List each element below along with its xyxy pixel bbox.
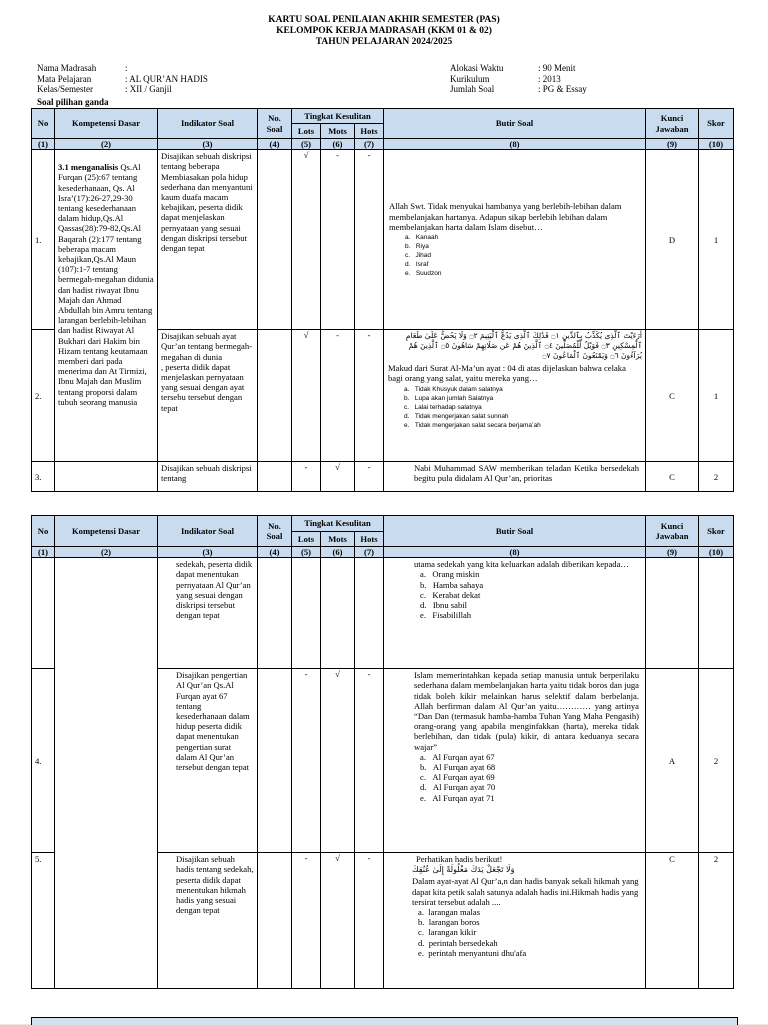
hots-value: - bbox=[355, 669, 384, 853]
no-soal bbox=[258, 558, 292, 669]
option-item: d. Tidak mengerjakan salat sunnah bbox=[404, 412, 509, 420]
option-list bbox=[388, 385, 642, 430]
kd-bold: 3.1 menganalisis bbox=[58, 162, 119, 173]
option-item: b. Lupa akan jumlah Salatnya bbox=[404, 394, 494, 402]
no-soal bbox=[258, 330, 292, 462]
option-item: b. larangan boros bbox=[418, 917, 480, 928]
question-text: Islam memerintahkan kepada setiap manusia untuk berperilaku sederhana dalam membelanjakan harta yaitu tidak boros dan juga tidak boleh kikir melainkan harus selektif dalam berbelanja. Allah berfirman dalam Al Qur’an yaitu………… yang artinya “Dan Dan (termasuk hamba-hamba Tuhan Yang Maha Pengasih) orang-orang yang apabila menginfakkan (harta), mereka tidak berlebihan, dan tidak (pula) kikir, di antara keduanya secara wajar” bbox=[414, 670, 639, 752]
col-header-lots: Lots bbox=[292, 532, 321, 547]
col-number: (8) bbox=[384, 547, 646, 558]
col-header-butir: Butir Soal bbox=[384, 516, 646, 547]
butir-soal bbox=[384, 150, 646, 330]
col-number: (1) bbox=[32, 139, 55, 150]
indikator-soal: Disajikan sebuah diskripsi tentang bbox=[158, 462, 258, 492]
col-header-butir: Butir Soal bbox=[384, 109, 646, 139]
skor: 1 bbox=[699, 150, 734, 330]
mots-value: - bbox=[321, 150, 355, 330]
meta-right bbox=[450, 63, 587, 95]
lots-value: - bbox=[292, 853, 321, 989]
col-number: (4) bbox=[258, 547, 292, 558]
col-header-hots: Hots bbox=[355, 124, 384, 139]
mots-value: - bbox=[321, 330, 355, 462]
option-item: b. Al Furqan ayat 68 bbox=[420, 762, 496, 773]
col-header-skor: Skor bbox=[699, 109, 734, 139]
option-item: d. Al Furqan ayat 70 bbox=[420, 782, 496, 793]
section-title: Soal pilihan ganda bbox=[37, 97, 109, 107]
col-header-lots: Lots bbox=[292, 124, 321, 139]
mots-value: √ bbox=[321, 853, 355, 989]
col-number: (2) bbox=[55, 139, 158, 150]
option-item: d. Israf bbox=[405, 261, 429, 268]
table-row bbox=[32, 150, 734, 330]
meta-label: Alokasi Waktu bbox=[450, 63, 504, 73]
option-item: a. Kanaah bbox=[405, 234, 439, 241]
hots-value: - bbox=[355, 330, 384, 462]
meta-value: : PG & Essay bbox=[538, 84, 587, 94]
header-subtitle: KELOMPOK KERJA MADRASAH (KKM 01 & 02) bbox=[276, 26, 492, 36]
col-number: (6) bbox=[321, 547, 355, 558]
indikator-soal: Disajikan sebuah hadis tentang sedekah, peserta didik dapat menentukan hikmah hadis yang sesuai dengan tepat bbox=[158, 853, 258, 989]
col-header-kd: Kompetensi Dasar bbox=[55, 109, 158, 139]
kompetensi-dasar bbox=[55, 150, 158, 462]
kompetensi-dasar bbox=[55, 462, 158, 492]
option-item: c. Jihad bbox=[405, 252, 432, 259]
meta-value: : XII / Ganjil bbox=[125, 84, 172, 94]
document-header bbox=[0, 15, 768, 48]
option-list bbox=[412, 907, 639, 958]
skor bbox=[699, 558, 734, 669]
meta-label: Kelas/Semester bbox=[37, 84, 93, 94]
hots-value: - bbox=[355, 462, 384, 492]
col-number: (9) bbox=[646, 547, 699, 558]
question-text: Dalam ayat-ayat Al Qur’a,n dan hadis banyak sekali hikmah yang dapat kita petik salah satunya adalah hadis ini.Hikmah hadis yang tersirat tersebut adalah .... bbox=[412, 876, 639, 907]
hots-value: - bbox=[355, 150, 384, 330]
col-number: (10) bbox=[699, 547, 734, 558]
col-header-hots: Hots bbox=[355, 532, 384, 547]
skor: 2 bbox=[699, 669, 734, 853]
col-number: (9) bbox=[646, 139, 699, 150]
option-item: e. Fisabilillah bbox=[420, 610, 472, 621]
question-number bbox=[32, 558, 55, 669]
option-item: a. Orang miskin bbox=[420, 569, 480, 580]
header-year: TAHUN PELAJARAN 2024/2025 bbox=[315, 37, 453, 47]
lots-value: √ bbox=[292, 330, 321, 462]
arabic-hadith: وَلَا تَجْعَلْ يَدَكَ مَغْلُولَةً إِلَىٰ عُنُقِكَ bbox=[412, 865, 515, 875]
question-table-1 bbox=[31, 108, 734, 492]
skor: 2 bbox=[699, 462, 734, 492]
option-item: c. Al Furqan ayat 69 bbox=[420, 772, 495, 783]
indikator-soal: sedekah, peserta didik dapat menentukan pernyataan Al Qur’an yang sesuai dengan diskripsi tersebut dengan tepat bbox=[158, 558, 258, 669]
option-item: a. Tidak Khusyuk dalam salatnya bbox=[404, 385, 503, 393]
skor: 1 bbox=[699, 330, 734, 462]
col-header-no: No bbox=[32, 516, 55, 547]
butir-soal bbox=[384, 853, 646, 989]
col-number: (1) bbox=[32, 547, 55, 558]
meta-label: Nama Madrasah bbox=[37, 63, 97, 73]
meta-value: : bbox=[125, 63, 128, 73]
col-header-skor: Skor bbox=[699, 516, 734, 547]
col-header-no-soal: No. Soal bbox=[258, 109, 292, 139]
no-soal bbox=[258, 669, 292, 853]
option-item: c. larangan kikir bbox=[418, 927, 477, 938]
col-number: (3) bbox=[158, 547, 258, 558]
option-list bbox=[414, 752, 639, 803]
meta-value: : AL QUR’AN HADIS bbox=[125, 73, 208, 84]
option-item: c. Lalai terhadap salatnya bbox=[404, 403, 482, 411]
header-title: KARTU SOAL PENILAIAN AKHIR SEMESTER (PAS) bbox=[268, 15, 500, 25]
col-number: (7) bbox=[355, 139, 384, 150]
lots-value bbox=[292, 558, 321, 669]
col-header-kunci: Kunci Jawaban bbox=[646, 109, 699, 139]
option-item: e. perintah menyantuni dhu'afa bbox=[418, 947, 527, 958]
skor: 2 bbox=[699, 853, 734, 989]
col-header-mots: Mots bbox=[321, 532, 355, 547]
col-header-no-soal: No. Soal bbox=[258, 516, 292, 547]
option-item: a. Al Furqan ayat 67 bbox=[420, 751, 495, 762]
kunci-jawaban: C bbox=[646, 853, 699, 989]
option-item: e. Al Furqan ayat 71 bbox=[420, 792, 495, 803]
arabic-verse: أَرَءَيْتَ ٱلَّذِى يُكَذِّبُ بِٱلدِّينِ ۝١ فَذَٰلِكَ ٱلَّذِى يَدُعُّ ٱلْيَتِيمَ ۝٢ وَلَا يَحُضُّ عَلَىٰ طَعَامِ ٱلْمِسْكِينِ ۝٣ فَوَيْلٌ لِّلْمُصَلِّينَ ۝٤ ٱلَّذِينَ هُمْ عَن صَلَاتِهِمْ سَاهُونَ ۝٥ ٱلَّذِينَ هُمْ يُرَآءُونَ ۝٦ وَيَمْنَعُونَ ٱلْمَاعُونَ ۝٧ bbox=[405, 331, 642, 361]
no-soal bbox=[258, 462, 292, 492]
col-header-indikator: Indikator Soal bbox=[158, 516, 258, 547]
question-text: utama sedekah yang kita keluarkan adalah diberikan kepada… bbox=[414, 559, 629, 570]
kunci-jawaban: C bbox=[646, 462, 699, 492]
option-item: d. Ibnu sabil bbox=[420, 600, 468, 611]
meta-label: Jumlah Soal bbox=[450, 84, 495, 94]
col-number: (6) bbox=[321, 139, 355, 150]
indikator-soal: Disajikan sebuah ayat Qur’an tentang bermegah-megahan di dunia , peserta didik dapat menjelaskan pernyataan yang sesuai dengan ayat tersebu tersebut dengan tepat bbox=[158, 330, 258, 462]
meta-value: : 90 Menit bbox=[538, 63, 576, 73]
mots-value bbox=[321, 558, 355, 669]
hots-value: - bbox=[355, 853, 384, 989]
col-header-mots: Mots bbox=[321, 124, 355, 139]
no-soal bbox=[258, 150, 292, 330]
col-header-tingkat: Tingkat Kesulitan bbox=[292, 516, 384, 532]
col-header-no: No bbox=[32, 109, 55, 139]
butir-soal bbox=[384, 669, 646, 853]
meta-left bbox=[37, 63, 208, 95]
option-item: e. Suudzon bbox=[405, 270, 442, 277]
indikator-soal: Disajikan pengertian Al Qur’an Qs.Al Furqan ayat 67 tentang kesederhanaan dalam hidup peserta didik dapat menentukan pengertian surat dalam Al Qur’an tersebut dengan tepat bbox=[158, 669, 258, 853]
question-table-2 bbox=[31, 515, 734, 989]
table-row bbox=[32, 462, 734, 492]
col-header-tingkat: Tingkat Kesulitan bbox=[292, 109, 384, 124]
table-row bbox=[32, 558, 734, 669]
col-number: (5) bbox=[292, 547, 321, 558]
question-number: 3. bbox=[32, 462, 55, 492]
kunci-jawaban: D bbox=[646, 150, 699, 330]
question-number: 4. bbox=[32, 669, 55, 853]
col-header-kd: Kompetensi Dasar bbox=[55, 516, 158, 547]
question-intro: Perhatikan hadis berikut! bbox=[416, 854, 503, 865]
question-text: Allah Swt. Tidak menyukai hambanya yang berlebih-lebihan dalam membelanjakan hartanya. Adapun sikap berlebih lebihan dalam membelanjakan harta dalam Islam disebut… bbox=[389, 201, 622, 232]
kunci-jawaban: C bbox=[646, 330, 699, 462]
col-header-kunci: Kunci Jawaban bbox=[646, 516, 699, 547]
question-text: Nabi Muhammad SAW memberikan teladan Ketika bersedekah begitu pula didalam Al Qur’an, prioritas bbox=[384, 462, 646, 492]
option-item: d. perintah bersedekah bbox=[418, 937, 498, 948]
col-number: (4) bbox=[258, 139, 292, 150]
option-list bbox=[414, 569, 639, 620]
lots-value: - bbox=[292, 462, 321, 492]
meta-label: Mata Pelajaran bbox=[37, 73, 92, 84]
col-number: (5) bbox=[292, 139, 321, 150]
meta-label: Kurikulum bbox=[450, 73, 490, 84]
kunci-jawaban: A bbox=[646, 669, 699, 853]
question-text: Makud dari Surat Al-Ma’un ayat : 04 di atas dijelaskan bahwa celaka bagi orang yang salat, yaitu mereka yang… bbox=[388, 363, 626, 384]
col-header-indikator: Indikator Soal bbox=[158, 109, 258, 139]
meta-value: : 2013 bbox=[538, 73, 561, 84]
kd-text: Qs.Al Furqan (25):67 tentang kesederhanaan, Qs. Al Isra’(17):26-27,29-30 tentang kesederhanaan dalam hidup,Qs.Al Qassas(28):79-82,Qs.Al Baqarah (2):177 tentang beberapa macam kebajikan,Qs.Al Maun (107):1-7 tentang bermegah-megahan didunia dan hadist riwayat Ibnu Majah dan Ahmad Abdullah bin Amru tentang larangan berlebih-lebihan dan hadist Riwayat Al Bukhari dari Hakim bin Hizam tentang keutamaan memberi dari pada menerima dan At Tirmizi, Ibnu Majah dan Muslim tentang proporsi dalam tubuh seorang manusia bbox=[58, 162, 154, 407]
mots-value: √ bbox=[321, 462, 355, 492]
question-number: 5. bbox=[32, 853, 55, 989]
mots-value: √ bbox=[321, 669, 355, 853]
question-number: 1. bbox=[32, 150, 55, 330]
lots-value: √ bbox=[292, 150, 321, 330]
lots-value: - bbox=[292, 669, 321, 853]
col-number: (7) bbox=[355, 547, 384, 558]
col-number: (3) bbox=[158, 139, 258, 150]
option-list bbox=[389, 233, 642, 278]
kompetensi-dasar bbox=[55, 558, 158, 989]
indikator-soal: Disajikan sebuah diskripsi tentang beberapa Membiasakan pola hidup sederhana dan menyantuni kaum duafa macam kebajikan, peserta didik dapat menjelaskan pernyataan yang sesuai dengan diskripsi tersebut dengan tepat bbox=[158, 150, 258, 330]
no-soal bbox=[258, 853, 292, 989]
col-number: (2) bbox=[55, 547, 158, 558]
col-number: (8) bbox=[384, 139, 646, 150]
col-number: (10) bbox=[699, 139, 734, 150]
option-item: b. Riya bbox=[405, 243, 429, 250]
question-number: 2. bbox=[32, 330, 55, 462]
kunci-jawaban bbox=[646, 558, 699, 669]
option-item: e. Tidak mengerjakan salat secara berjama’ah bbox=[404, 421, 541, 429]
butir-soal bbox=[384, 330, 646, 462]
option-item: c. Kerabat dekat bbox=[420, 589, 481, 600]
hots-value bbox=[355, 558, 384, 669]
butir-soal bbox=[384, 558, 646, 669]
option-item: a. larangan malas bbox=[418, 907, 481, 918]
option-item: b. Hamba sahaya bbox=[420, 579, 484, 590]
